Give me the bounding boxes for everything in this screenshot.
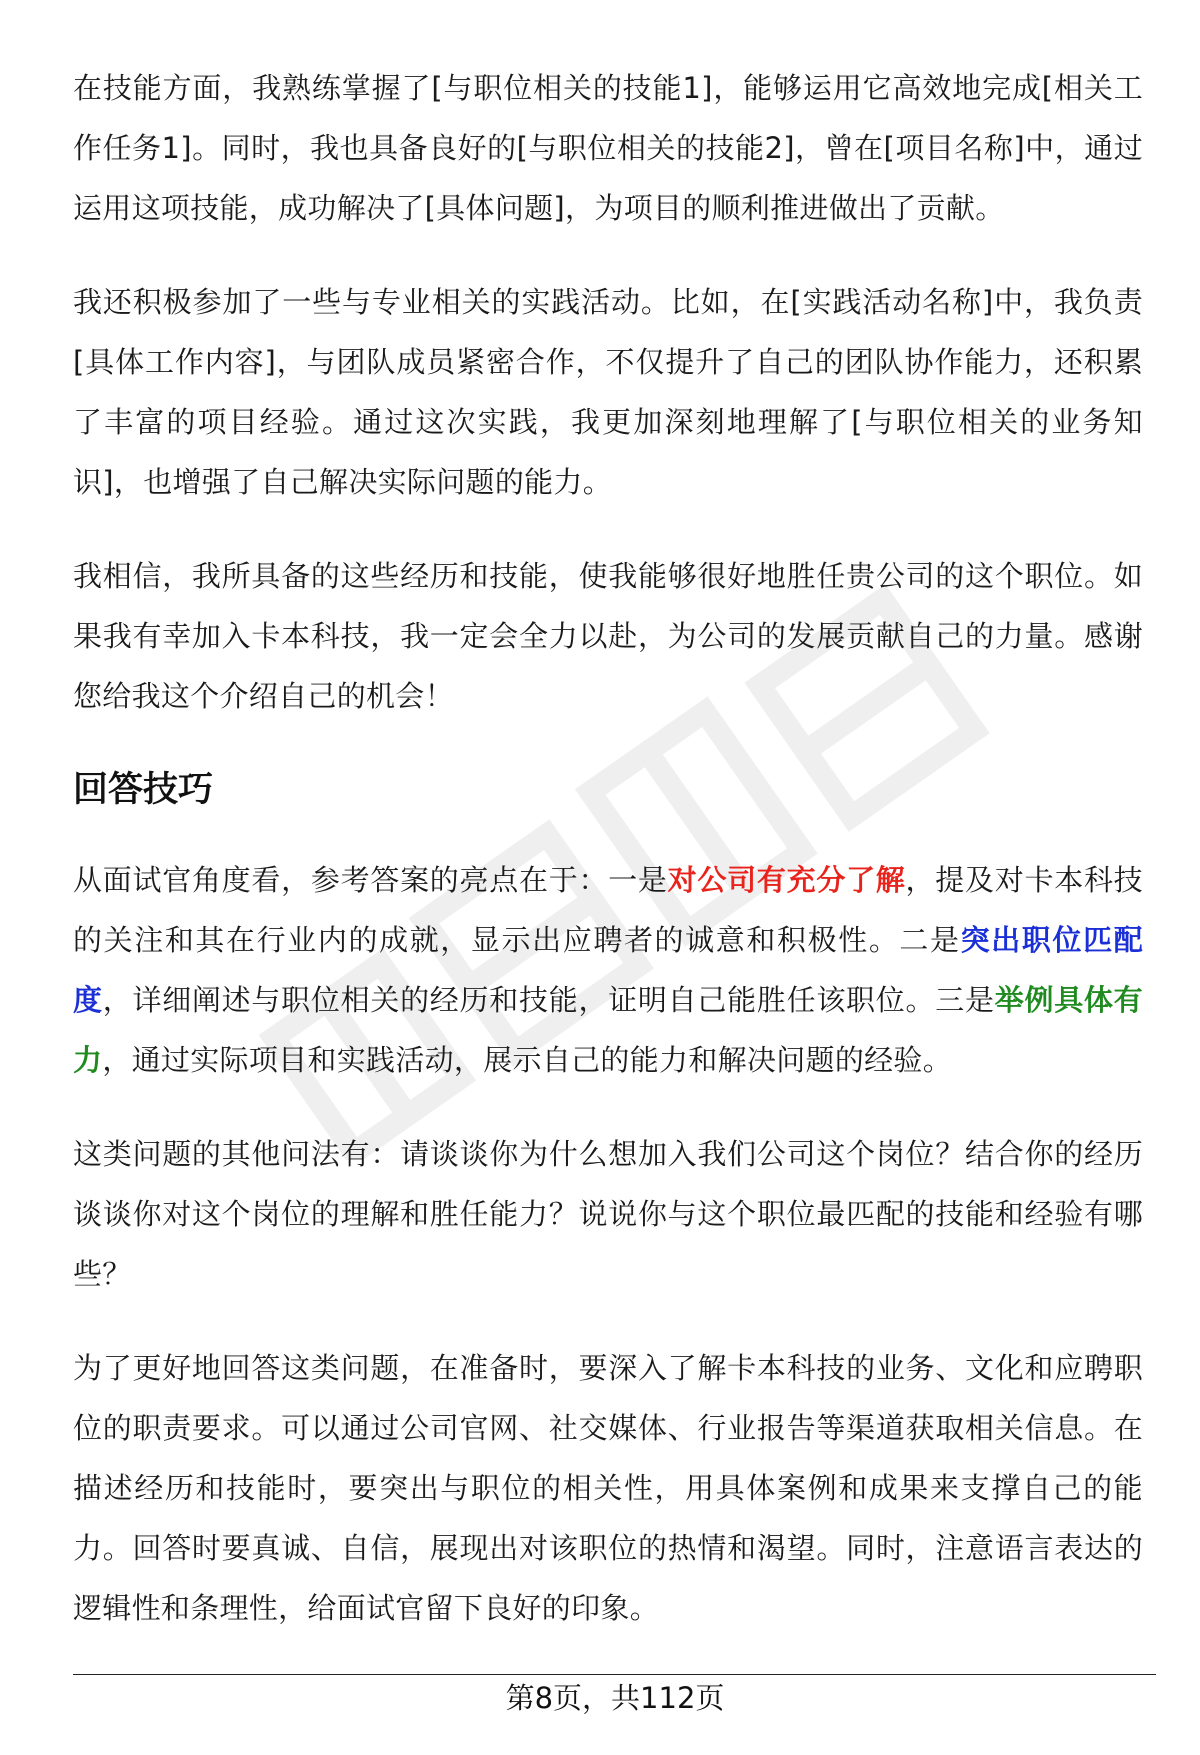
body-paragraph: 为了更好地回答这类问题，在准备时，要深入了解卡本科技的业务、文化和应聘职位的职责要求。可以通过公司官网、社交媒体、行业报告等渠道获取相关信息。在描述经历和技能时，要突出与职位的相关性，用具体案例和成果来支撑自己的能力。回答时要真诚、自信，展现出对该职位的热情和渴望。同时，注意语言表达的逻辑性和条理性，给面试官留下良好的印象。: [73, 1351, 1143, 1625]
highlight-concrete-examples: 举例具体有力: [73, 983, 1143, 1077]
paragraph-text: ，详细阐述与职位相关的经历和技能，证明自己能胜任该职位。三是: [102, 983, 995, 1017]
document-page: [73, 58, 1143, 1672]
paragraph-text: 从面试官角度看，参考答案的亮点在于：一是: [73, 863, 668, 897]
section-heading: 回答技巧: [73, 770, 214, 810]
page-number: 第8页，共112页: [505, 1681, 725, 1715]
highlight-job-match: 突出职位匹配度: [73, 923, 1143, 1017]
body-paragraph: 我还积极参加了一些与专业相关的实践活动。比如，在[实践活动名称]中，我负责[具体工作内容]，与团队成员紧密合作，不仅提升了自己的团队协作能力，还积累了丰富的项目经验。通过这次实践，我更加深刻地理解了[与职位相关的业务知识]，也增强了自己解决实际问题的能力。: [73, 285, 1143, 499]
paragraph-text: ，提及对卡本科技的关注和其在行业内的成就，显示出应聘者的诚意和积极性。二是: [73, 863, 1143, 957]
body-paragraph: 我相信，我所具备的这些经历和技能，使我能够很好地胜任贵公司的这个职位。如果我有幸加入卡本科技，我一定会全力以赴，为公司的发展贡献自己的力量。感谢您给我这个介绍自己的机会！: [73, 559, 1143, 713]
body-paragraph: 这类问题的其他问法有：请谈谈你为什么想加入我们公司这个岗位？结合你的经历谈谈你对这个岗位的理解和胜任能力？说说你与这个职位最匹配的技能和经验有哪些？: [73, 1137, 1143, 1291]
highlight-company-knowledge: 对公司有充分了解: [667, 863, 906, 897]
highlight-paragraph: [73, 850, 1143, 1090]
paragraph-text: ，通过实际项目和实践活动，展示自己的能力和解决问题的经验。: [102, 1043, 953, 1077]
body-paragraph: 在技能方面，我熟练掌握了[与职位相关的技能1]，能够运用它高效地完成[相关工作任务1]。同时，我也具备良好的[与职位相关的技能2]，曾在[项目名称]中，通过运用这项技能，成功解决了[具体问题]，为项目的顺利推进做出了贡献。: [73, 71, 1143, 225]
footer-divider: [73, 1674, 1156, 1675]
